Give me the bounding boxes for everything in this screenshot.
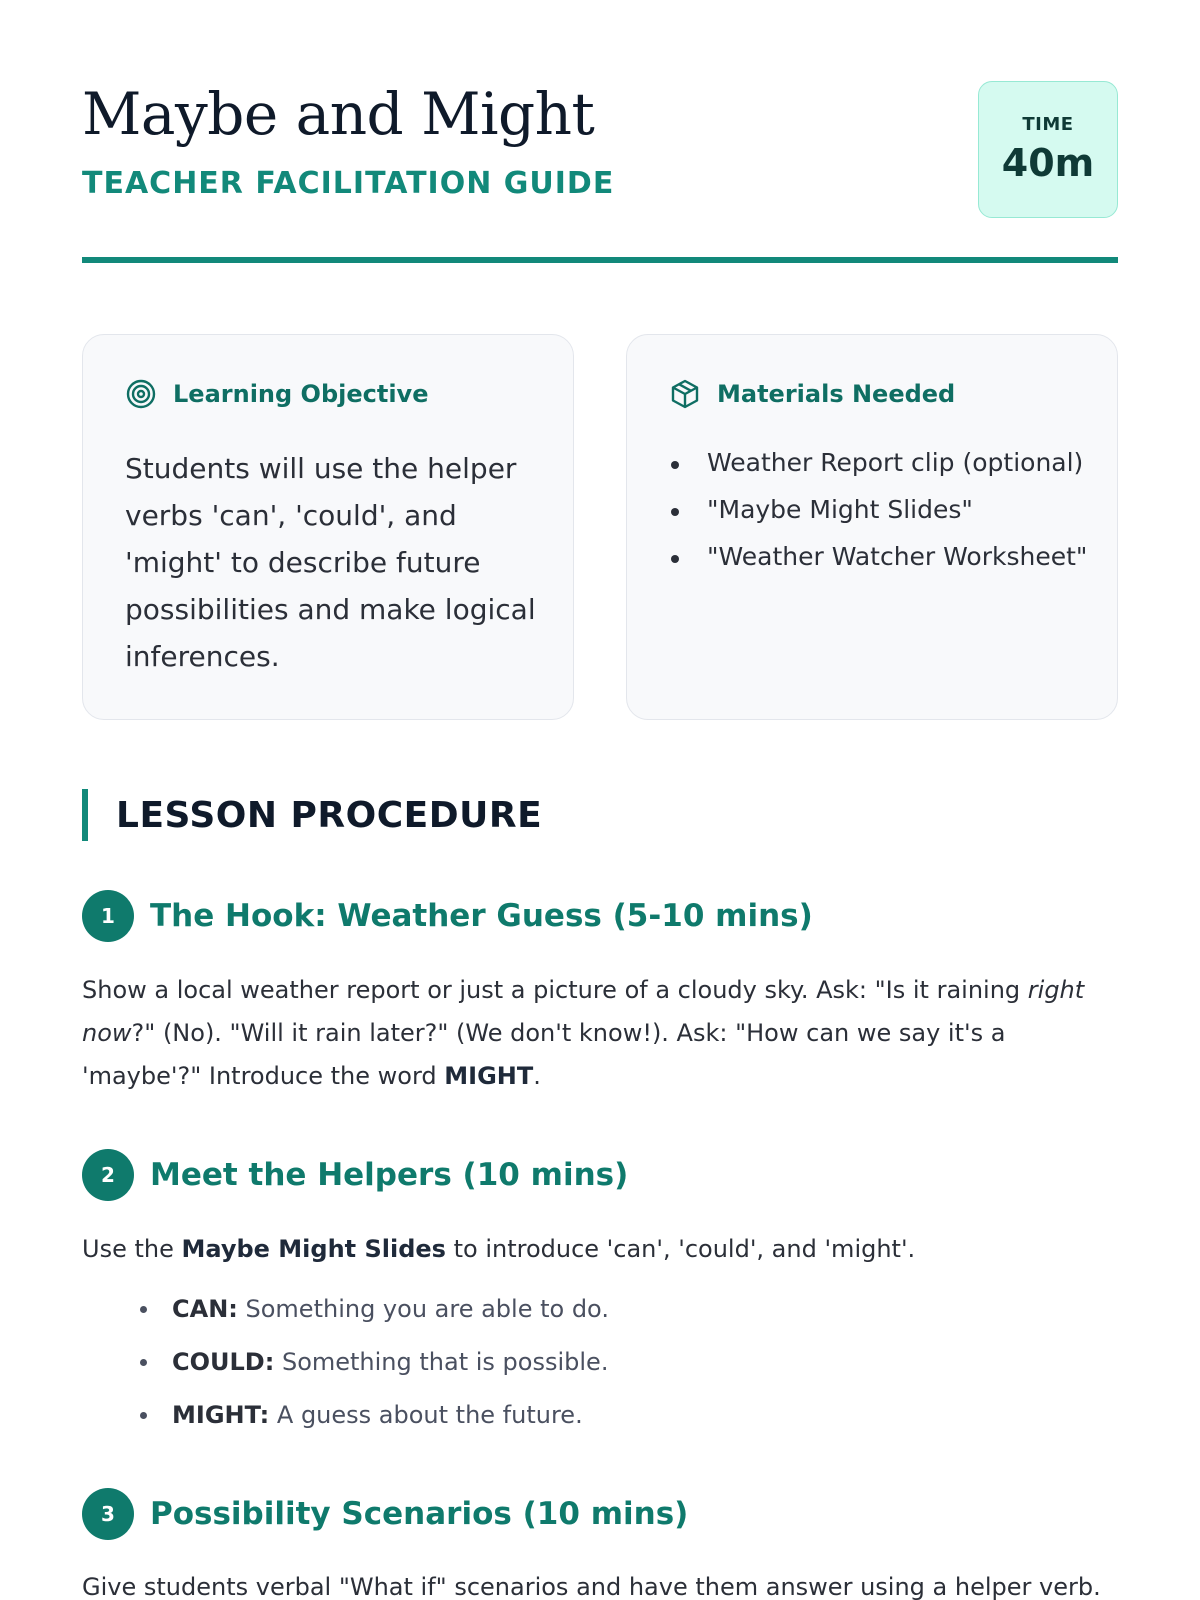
helper-verb-desc: Something you are able to do. (237, 1295, 609, 1323)
step-number-badge: 2 (82, 1149, 134, 1201)
materials-title: Materials Needed (717, 380, 956, 408)
materials-item: Weather Report clip (optional) (669, 443, 1089, 483)
time-label: TIME (1022, 114, 1074, 135)
procedure-heading (82, 789, 542, 841)
helper-verb-desc: Something that is possible. (274, 1348, 609, 1376)
step-text-strong: MIGHT (444, 1062, 534, 1090)
info-cards (82, 334, 1118, 720)
header-divider (82, 257, 1118, 263)
materials-list (669, 443, 1089, 584)
step-title: The Hook: Weather Guess (5-10 mins) (150, 898, 813, 934)
page-header (82, 0, 1118, 262)
learning-objective-header (125, 377, 428, 411)
materials-item: "Weather Watcher Worksheet" (669, 537, 1089, 577)
list-item (140, 1344, 1100, 1380)
helper-verb-term: COULD: (172, 1348, 275, 1376)
step-text-part: Use the (82, 1235, 182, 1263)
step-title: Meet the Helpers (10 mins) (150, 1157, 629, 1193)
step-text-part: to introduce 'can', 'could', and 'might'. (445, 1235, 916, 1263)
package-icon (669, 378, 701, 410)
helper-verb-term: MIGHT: (172, 1401, 270, 1429)
helper-verb-term: CAN: (172, 1295, 238, 1323)
step-number-badge: 3 (82, 1488, 134, 1540)
materials-header (669, 377, 955, 411)
learning-objective-card (82, 334, 574, 720)
step-text-part: . (533, 1062, 541, 1090)
target-icon (125, 378, 157, 410)
materials-card (626, 334, 1118, 720)
materials-item: "Maybe Might Slides" (669, 490, 1089, 530)
step-1-header (82, 890, 813, 942)
step-2-text (82, 1228, 1122, 1271)
step-title: Possibility Scenarios (10 mins) (150, 1496, 689, 1532)
helper-verbs-list (140, 1291, 1100, 1450)
step-text-part: Show a local weather report or just a picture of a cloudy sky. Ask: "Is it raining (82, 976, 1028, 1004)
step-2-header (82, 1149, 628, 1201)
step-text-strong: Maybe Might Slides (181, 1235, 446, 1263)
step-1-text (82, 969, 1122, 1098)
step-number-badge: 1 (82, 890, 134, 942)
time-value: 40m (1001, 141, 1095, 185)
step-3-header (82, 1488, 688, 1540)
list-item (140, 1291, 1100, 1327)
step-text-emphasis: right now (82, 976, 1085, 1047)
time-badge (978, 81, 1118, 218)
helper-verb-desc: A guess about the future. (269, 1401, 583, 1429)
step-text-part: ?" (No). "Will it rain later?" (We don't know!). Ask: "How can we say it's a 'maybe'?" Introduce the word (82, 1019, 1006, 1090)
procedure-title: LESSON PROCEDURE (116, 794, 543, 836)
learning-objective-title: Learning Objective (173, 380, 429, 408)
page-subtitle: TEACHER FACILITATION GUIDE (82, 166, 615, 201)
list-item (140, 1397, 1100, 1433)
page-title: Maybe and Might (82, 80, 595, 148)
step-3-text: Give students verbal "What if" scenarios and have them answer using a helper verb. (82, 1573, 1101, 1600)
learning-objective-text: Students will use the helper verbs 'can', 'could', and 'might' to describe future possibilities and make logical inferences. (125, 452, 536, 673)
procedure-accent-bar (82, 789, 88, 841)
